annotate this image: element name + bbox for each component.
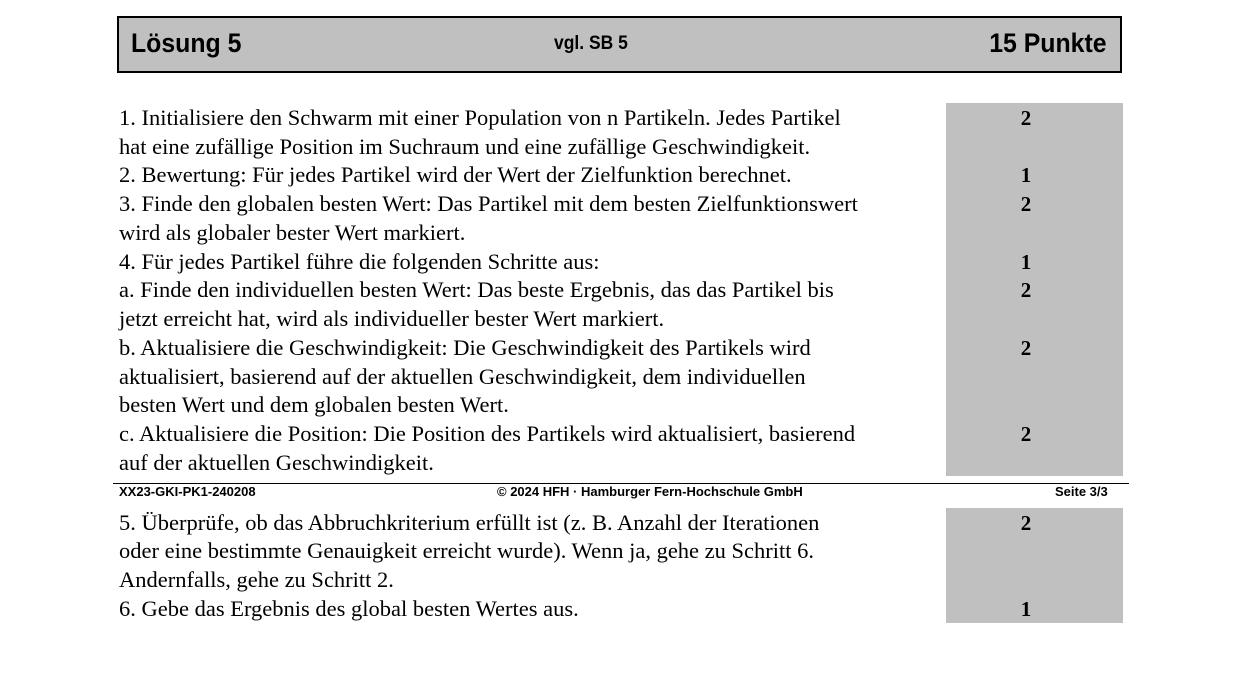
solution-line: jetzt erreicht hat, wird als individueller bester Wert markiert. (119, 306, 665, 331)
solution-line: oder eine bestimmte Genauigkeit erreicht wurde). Wenn ja, gehe zu Schritt 6. (119, 538, 815, 563)
footer-page-number: Seite 3/3 (1055, 484, 1108, 499)
solution-line: auf der aktuellen Geschwindigkeit. (119, 450, 434, 475)
solution-line: c. Aktualisiere die Position: Die Position des Partikels wird aktualisiert, basierend (119, 421, 856, 446)
solution-line: b. Aktualisiere die Geschwindigkeit: Die Geschwindigkeit des Partikels wird (119, 335, 811, 360)
points-value: 2 (1020, 336, 1032, 360)
solution-line: 2. Bewertung: Für jedes Partikel wird der Wert der Zielfunktion berechnet. (119, 162, 792, 187)
points-value: 2 (1020, 511, 1032, 535)
solution-line: a. Finde den individuellen besten Wert: Das beste Ergebnis, das das Partikel bis (119, 277, 834, 302)
solution-line: 1. Initialisiere den Schwarm mit einer Population von n Partikeln. Jedes Partikel (119, 105, 841, 130)
solution-title: Lösung 5 (131, 28, 242, 58)
total-points: 15 Punkte (989, 28, 1107, 58)
points-value: 2 (1020, 278, 1032, 302)
solution-line: hat eine zufällige Position im Suchraum und eine zufällige Geschwindigkeit. (119, 134, 811, 159)
footer-copyright: © 2024 HFH · Hamburger Fern-Hochschule GmbH (497, 484, 803, 499)
footer-doc-id: XX23-GKI-PK1-240208 (119, 484, 256, 499)
solution-header (117, 16, 1122, 73)
solution-line: 3. Finde den globalen besten Wert: Das Partikel mit dem besten Zielfunktionswert (119, 191, 858, 216)
points-value: 2 (1020, 192, 1032, 216)
points-value: 1 (1020, 597, 1032, 621)
points-value: 2 (1020, 422, 1032, 446)
points-value: 2 (1020, 106, 1032, 130)
solution-line: Andernfalls, gehe zu Schritt 2. (119, 567, 394, 592)
points-value: 1 (1020, 163, 1032, 187)
solution-line: 6. Gebe das Ergebnis des global besten Wertes aus. (119, 596, 579, 621)
solution-line: wird als globaler bester Wert markiert. (119, 220, 466, 245)
study-book-reference: vgl. SB 5 (554, 33, 628, 54)
solution-line: 4. Für jedes Partikel führe die folgenden Schritte aus: (119, 249, 600, 274)
points-value: 1 (1020, 250, 1032, 274)
solution-line: 5. Überprüfe, ob das Abbruchkriterium erfüllt ist (z. B. Anzahl der Iterationen (119, 510, 820, 535)
solution-line: besten Wert und dem globalen besten Wert. (119, 392, 509, 417)
solution-line: aktualisiert, basierend auf der aktuellen Geschwindigkeit, dem individuellen (119, 364, 806, 389)
